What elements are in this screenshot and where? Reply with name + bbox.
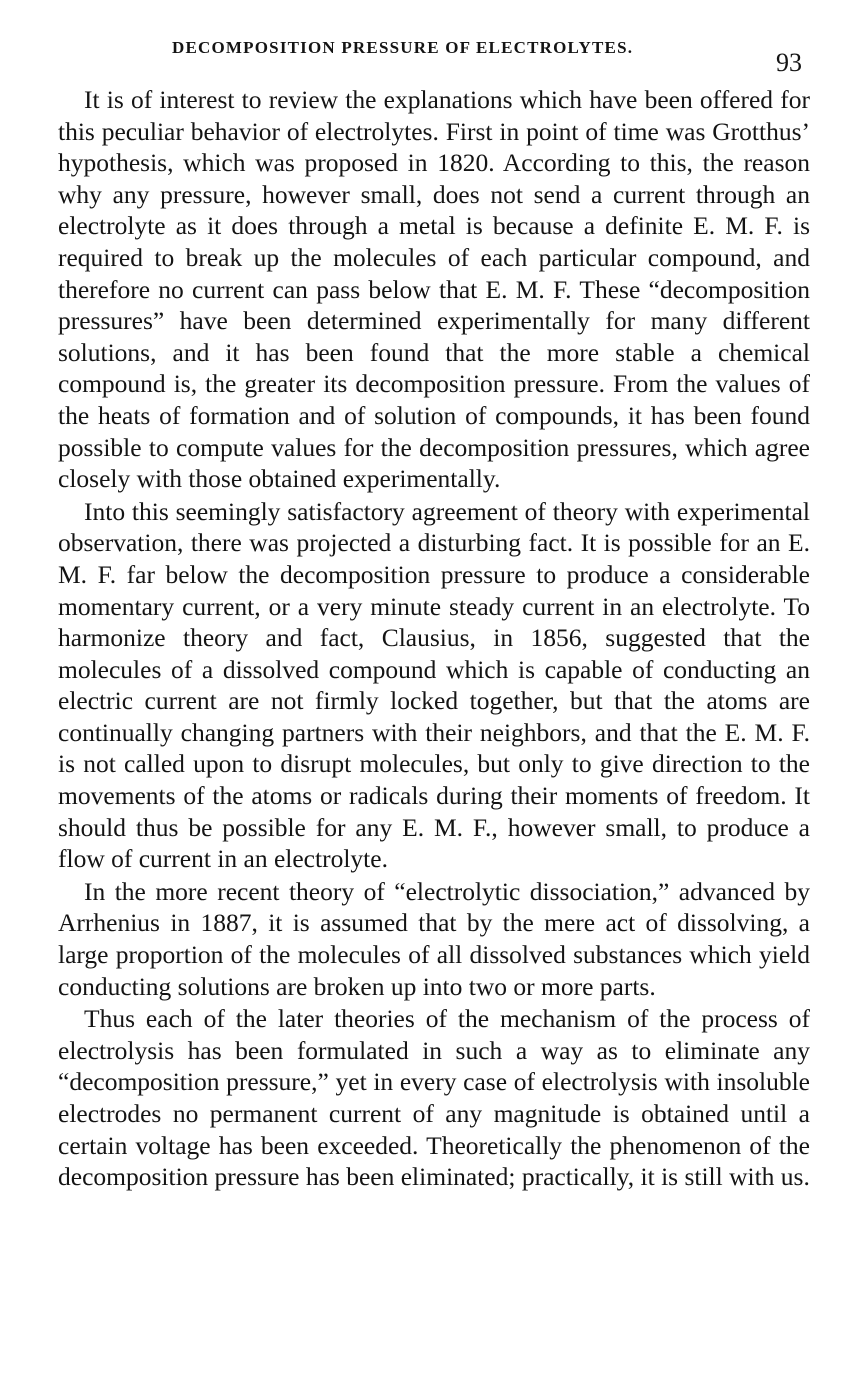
paragraph-conclusion: Thus each of the later theories of the mechanism of the process of electrolysis has been formulated in such a way as to eliminate any “decomposition pressure,” yet in every case of electrolysis with insoluble electrodes no permanent current of any magnitude is obtained until a certain voltage has been exceeded. Theoretically the phenomenon of the decomposition pressure has been eliminated; practically, it is still with us. bbox=[58, 1004, 810, 1192]
running-head bbox=[0, 38, 860, 78]
paragraph-arrhenius: In the more recent theory of “electrolytic dissociation,” advanced by Arrhenius in 1887, it is assumed that by the mere act of dissolving, a large proportion of the molecules of all dissolved substances which yield conducting solutions are broken up into two or more parts. bbox=[58, 876, 810, 1001]
paragraph-clausius: Into this seemingly satisfactory agreement of theory with experimental observation, there was projected a disturbing fact. It is possible for an E. M. F. far below the decomposition pressure to produce a considerable momentary current, or a very minute steady current in an electrolyte. To harmonize theory and fact, Clausius, in 1856, suggested that the molecules of a dissolved compound which is capable of conducting an electric current are not firmly locked together, but that the atoms are continually changing partners with their neighbors, and that the E. M. F. is not called upon to disrupt molecules, but only to give direction to the movements of the atoms or radicals during their moments of freedom. It should thus be possible for any E. M. F., however small, to produce a flow of current in an electrolyte. bbox=[58, 496, 810, 874]
running-title: DECOMPOSITION PRESSURE OF ELECTROLYTES. bbox=[172, 38, 634, 57]
body-text bbox=[58, 84, 810, 1193]
paragraph-grotthus: It is of interest to review the explanations which have been offered for this peculiar behavior of electrolytes. First in point of time was Grotthus’ hypothesis, which was proposed in 1820. According to this, the reason why any pressure, however small, does not send a current through an electrolyte as it does through a metal is because a definite E. M. F. is required to break up the molecules of each particular compound, and therefore no current can pass below that E. M. F. These “decomposition pressures” have been determined experimentally for many different solutions, and it has been found that the more stable a chemical compound is, the greater its decomposition pressure. From the values of the heats of formation and of solution of compounds, it has been found possible to compute values for the decomposition pressures, which agree closely with those obtained experimentally. bbox=[58, 85, 810, 494]
page-number: 93 bbox=[776, 48, 802, 77]
